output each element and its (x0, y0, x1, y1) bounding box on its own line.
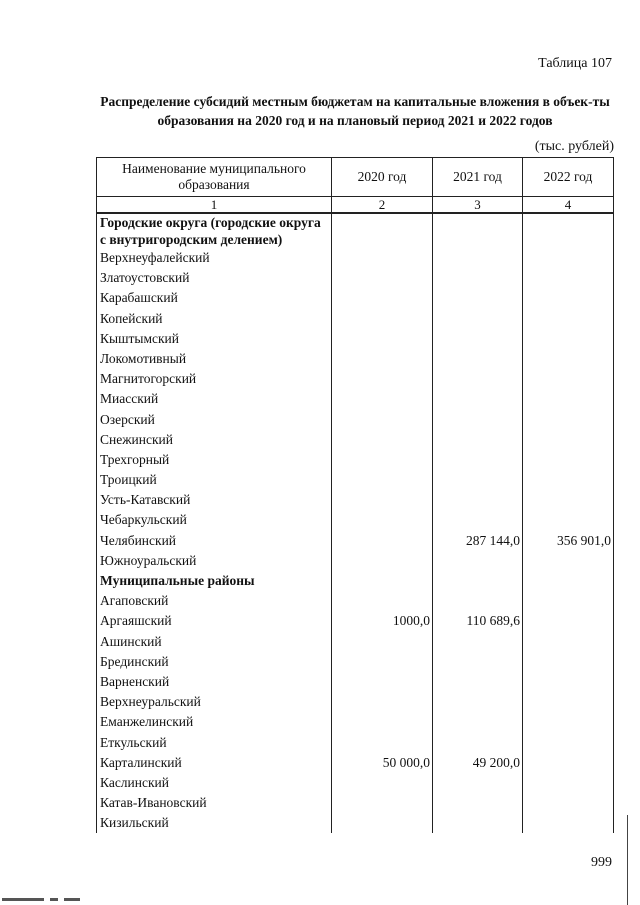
table-row (97, 410, 614, 430)
value-2022-cell (523, 430, 614, 450)
value-2021-cell (433, 248, 523, 268)
units-label: (тыс. рублей) (534, 139, 614, 154)
value-2022-cell (523, 712, 614, 732)
value-2020-cell (332, 632, 433, 652)
value-2022-cell (523, 389, 614, 409)
table-row (97, 672, 614, 692)
municipality-name-cell: Брединский (97, 652, 332, 672)
value-2021-cell (433, 268, 523, 288)
value-2020-cell (332, 571, 433, 591)
municipality-name-cell: Верхнеуфалейский (97, 248, 332, 268)
value-2020-cell (332, 591, 433, 611)
municipality-name-cell: Каслинский (97, 773, 332, 793)
municipality-name-cell: Аргаяшский (97, 611, 332, 631)
margin-rule (627, 815, 628, 905)
value-2022-cell (523, 591, 614, 611)
value-2021-cell (433, 389, 523, 409)
municipality-name-cell: Усть-Катавский (97, 490, 332, 510)
value-2022-cell (523, 571, 614, 591)
table-row (97, 248, 614, 268)
municipality-name-cell: Ашинский (97, 632, 332, 652)
value-2020-cell (332, 510, 433, 530)
municipality-name-cell: Карталинский (97, 753, 332, 773)
value-2021-cell (433, 430, 523, 450)
value-2020-cell (332, 329, 433, 349)
municipality-name-cell: Копейский (97, 309, 332, 329)
table-row (97, 793, 614, 813)
value-2021-cell (433, 410, 523, 430)
value-2021-cell (433, 813, 523, 833)
column-number-1: 1 (97, 197, 332, 214)
value-2020-cell (332, 531, 433, 551)
value-2021-cell: 49 200,0 (433, 753, 523, 773)
table-row (97, 349, 614, 369)
value-2020-cell (332, 349, 433, 369)
municipality-name-cell: Златоустовский (97, 268, 332, 288)
table-row (97, 450, 614, 470)
value-2020-cell: 50 000,0 (332, 753, 433, 773)
table-row (97, 510, 614, 530)
value-2020-cell (332, 248, 433, 268)
table-row (97, 309, 614, 329)
value-2022-cell (523, 692, 614, 712)
table-body (97, 213, 614, 833)
table-row (97, 733, 614, 753)
value-2022-cell (523, 349, 614, 369)
value-2021-cell (433, 591, 523, 611)
value-2020-cell (332, 773, 433, 793)
municipality-name-cell: Снежинский (97, 430, 332, 450)
municipality-name-cell: Челябинский (97, 531, 332, 551)
value-2020-cell (332, 430, 433, 450)
value-2021-cell (433, 329, 523, 349)
table-row (97, 692, 614, 712)
value-2022-cell (523, 213, 614, 248)
value-2020-cell (332, 733, 433, 753)
value-2021-cell (433, 733, 523, 753)
value-2020-cell (332, 712, 433, 732)
value-2022-cell (523, 652, 614, 672)
value-2022-cell (523, 309, 614, 329)
municipality-name-cell: Городские округа (городские округа с внутригородским делением) (97, 213, 332, 248)
value-2021-cell (433, 470, 523, 490)
municipality-name-cell: Магнитогорский (97, 369, 332, 389)
value-2020-cell (332, 213, 433, 248)
municipality-name-cell: Кыштымский (97, 329, 332, 349)
value-2022-cell (523, 510, 614, 530)
table-row (97, 773, 614, 793)
value-2021-cell (433, 672, 523, 692)
municipality-name-cell: Верхнеуральский (97, 692, 332, 712)
municipality-name-cell: Еткульский (97, 733, 332, 753)
table-row (97, 213, 614, 248)
value-2021-cell (433, 692, 523, 712)
value-2020-cell (332, 369, 433, 389)
value-2020-cell (332, 672, 433, 692)
table-row (97, 591, 614, 611)
table-row (97, 369, 614, 389)
value-2022-cell: 356 901,0 (523, 531, 614, 551)
table-label: Таблица 107 (538, 56, 612, 71)
municipality-name-cell: Кизильский (97, 813, 332, 833)
value-2021-cell: 110 689,6 (433, 611, 523, 631)
value-2020-cell (332, 652, 433, 672)
value-2020-cell (332, 692, 433, 712)
scan-mark (2, 898, 80, 901)
table-header-row (97, 158, 614, 197)
value-2021-cell (433, 652, 523, 672)
value-2020-cell (332, 309, 433, 329)
value-2020-cell (332, 551, 433, 571)
value-2022-cell (523, 268, 614, 288)
value-2022-cell (523, 470, 614, 490)
value-2021-cell (433, 490, 523, 510)
municipality-name-cell: Миасский (97, 389, 332, 409)
value-2021-cell (433, 632, 523, 652)
document-title: Распределение субсидий местным бюджетам на капитальные вложения в объек-ты образования на 2020 год и на плановый период 2021 и 2022 годов (100, 94, 610, 128)
value-2021-cell: 287 144,0 (433, 531, 523, 551)
table-row (97, 268, 614, 288)
value-2022-cell (523, 329, 614, 349)
value-2020-cell (332, 288, 433, 308)
table-row (97, 430, 614, 450)
municipality-name-cell: Озерский (97, 410, 332, 430)
value-2021-cell (433, 551, 523, 571)
table-row (97, 470, 614, 490)
municipality-name-cell: Локомотивный (97, 349, 332, 369)
value-2020-cell (332, 490, 433, 510)
value-2022-cell (523, 773, 614, 793)
column-number-2: 2 (332, 197, 433, 214)
municipality-name-cell: Агаповский (97, 591, 332, 611)
value-2020-cell (332, 389, 433, 409)
column-header-name: Наименование муниципального образования (97, 158, 332, 197)
subsidy-table (96, 157, 614, 833)
value-2021-cell (433, 510, 523, 530)
table-row (97, 632, 614, 652)
value-2022-cell (523, 733, 614, 753)
table-row (97, 712, 614, 732)
municipality-name-cell: Троицкий (97, 470, 332, 490)
column-number-3: 3 (433, 197, 523, 214)
table-row (97, 389, 614, 409)
municipality-name-cell: Южноуральский (97, 551, 332, 571)
value-2022-cell (523, 793, 614, 813)
value-2020-cell (332, 813, 433, 833)
municipality-name-cell: Варненский (97, 672, 332, 692)
municipality-name-cell: Муниципальные районы (97, 571, 332, 591)
value-2022-cell (523, 632, 614, 652)
column-header-2021: 2021 год (433, 158, 523, 197)
value-2022-cell (523, 672, 614, 692)
municipality-name-cell: Трехгорный (97, 450, 332, 470)
value-2022-cell (523, 813, 614, 833)
municipality-name-cell: Еманжелинский (97, 712, 332, 732)
value-2022-cell (523, 450, 614, 470)
value-2022-cell (523, 490, 614, 510)
page-number: 999 (591, 855, 612, 870)
municipality-name-cell: Карабашский (97, 288, 332, 308)
value-2021-cell (433, 571, 523, 591)
table-row (97, 571, 614, 591)
value-2020-cell (332, 450, 433, 470)
value-2021-cell (433, 450, 523, 470)
value-2021-cell (433, 773, 523, 793)
table-row (97, 329, 614, 349)
table-row (97, 652, 614, 672)
value-2020-cell (332, 268, 433, 288)
table-row (97, 813, 614, 833)
value-2020-cell (332, 470, 433, 490)
value-2022-cell (523, 369, 614, 389)
value-2021-cell (433, 793, 523, 813)
value-2022-cell (523, 410, 614, 430)
column-header-2022: 2022 год (523, 158, 614, 197)
value-2022-cell (523, 248, 614, 268)
value-2021-cell (433, 309, 523, 329)
table-row (97, 531, 614, 551)
table-row (97, 753, 614, 773)
value-2021-cell (433, 712, 523, 732)
value-2022-cell (523, 611, 614, 631)
table-row (97, 490, 614, 510)
value-2022-cell (523, 753, 614, 773)
value-2020-cell (332, 410, 433, 430)
municipality-name-cell: Чебаркульский (97, 510, 332, 530)
table-row (97, 551, 614, 571)
column-number-row (97, 197, 614, 214)
value-2021-cell (433, 349, 523, 369)
value-2022-cell (523, 288, 614, 308)
column-header-2020: 2020 год (332, 158, 433, 197)
value-2021-cell (433, 213, 523, 248)
value-2022-cell (523, 551, 614, 571)
table-row (97, 288, 614, 308)
municipality-name-cell: Катав-Ивановский (97, 793, 332, 813)
value-2021-cell (433, 288, 523, 308)
value-2021-cell (433, 369, 523, 389)
table-row (97, 611, 614, 631)
value-2020-cell (332, 793, 433, 813)
value-2020-cell: 1000,0 (332, 611, 433, 631)
column-number-4: 4 (523, 197, 614, 214)
